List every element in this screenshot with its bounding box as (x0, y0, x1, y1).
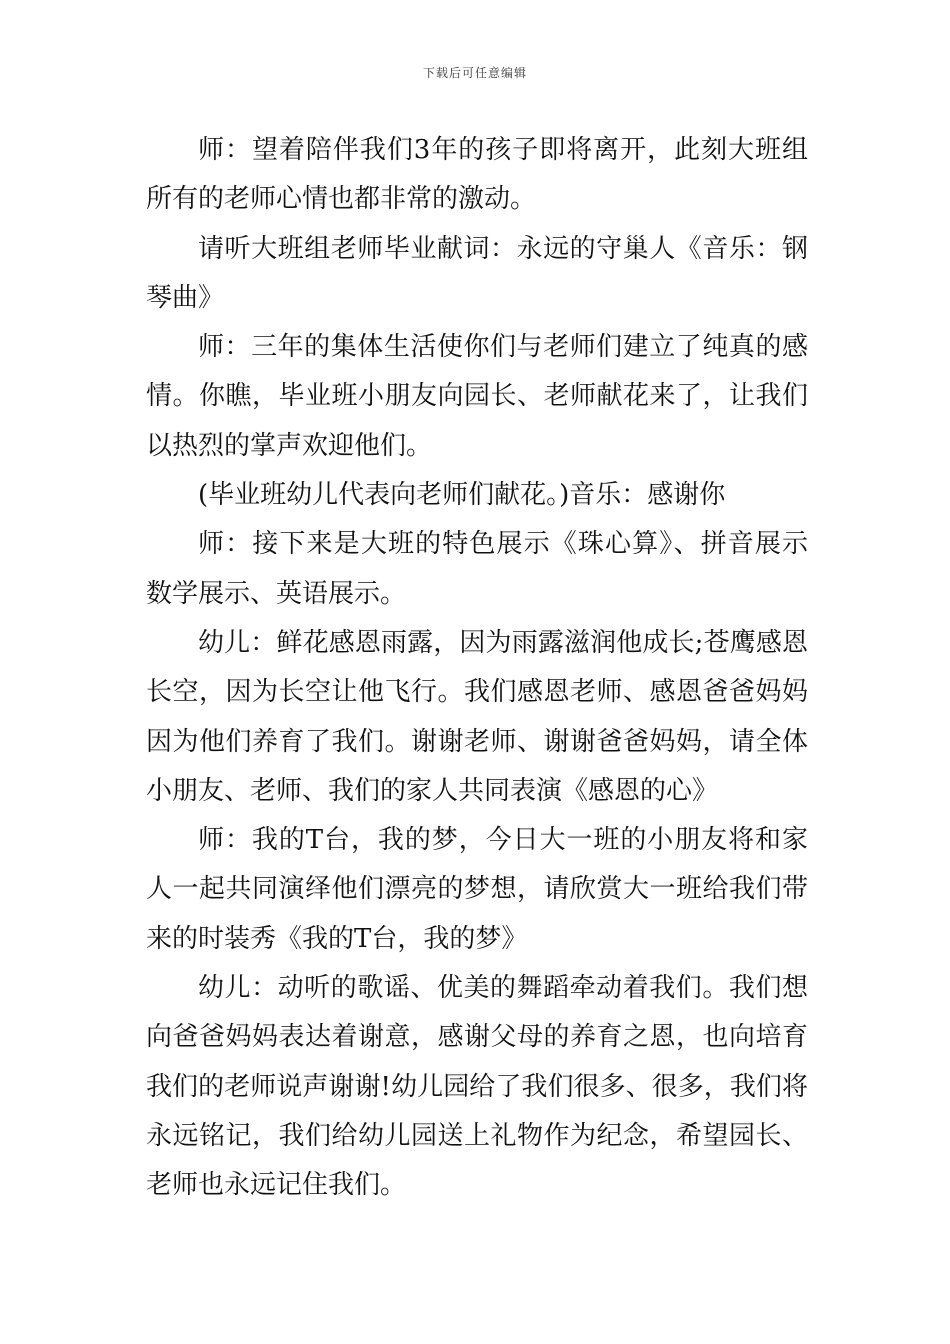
document-body (146, 126, 808, 1211)
page-header: 下载后可任意编辑 (422, 66, 527, 80)
paragraph-1: 师：望着陪伴我们3年的孩子即将离开，此刻大班组所有的老师心情也都非常的激动。 (146, 135, 808, 215)
paragraph-8: 幼儿：动听的歌谣、优美的舞蹈牵动着我们。我们想向爸爸妈妈表达着谢意，感谢父母的养育之恩，也向培育我们的老师说声谢谢!幼儿园给了我们很多、很多，我们将永远铭记，我们给幼儿园送上礼物作为纪念，希望园长、老师也永远记住我们。 (146, 973, 808, 1201)
paragraph-5: 师：接下来是大班的特色展示《珠心算》、拼音展示数学展示、英语展示。 (146, 529, 808, 609)
paragraph-4: (毕业班幼儿代表向老师们献花。)音乐：感谢你 (198, 480, 726, 511)
paragraph-2: 请听大班组老师毕业献词：永远的守巢人《音乐：钢琴曲》 (146, 233, 808, 313)
paragraph-7: 师：我的T台，我的梦，今日大一班的小朋友将和家人一起共同演绎他们漂亮的梦想，请欣赏大一班给我们带来的时装秀《我的T台，我的梦》 (146, 825, 808, 954)
paragraph-3: 师：三年的集体生活使你们与老师们建立了纯真的感情。你瞧，毕业班小朋友向园长、老师献花来了，让我们以热烈的掌声欢迎他们。 (146, 332, 808, 461)
paragraph-6: 幼儿：鲜花感恩雨露，因为雨露滋润他成长;苍鹰感恩长空，因为长空让他飞行。我们感恩老师、感恩爸爸妈妈因为他们养育了我们。谢谢老师、谢谢爸爸妈妈，请全体小朋友、老师、我们的家人共同表演《感恩的心》 (146, 627, 808, 806)
